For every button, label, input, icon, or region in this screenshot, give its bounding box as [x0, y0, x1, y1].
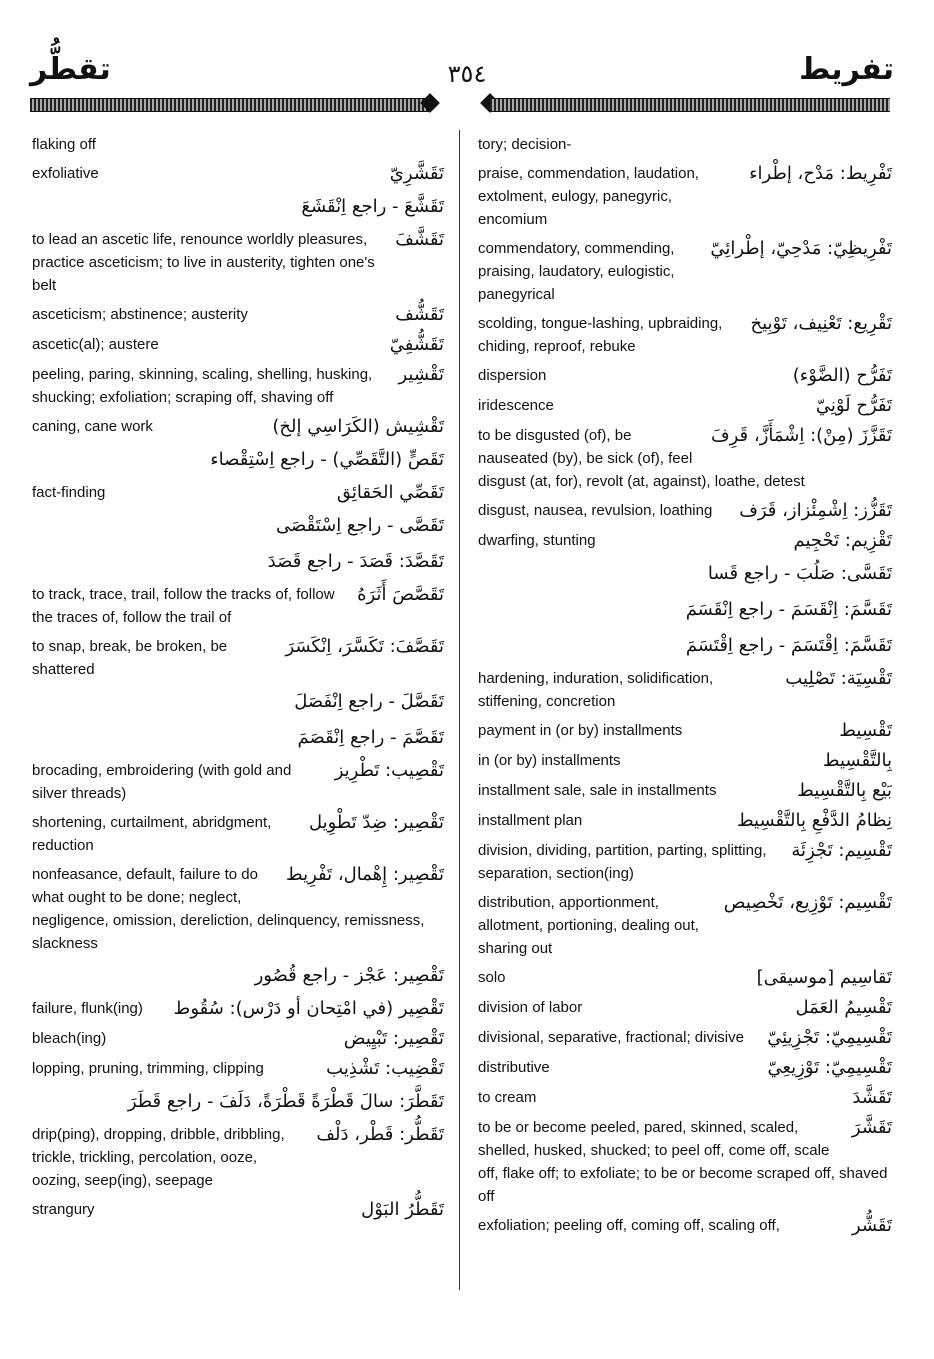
dictionary-entry	[478, 1211, 892, 1241]
dictionary-entry	[478, 159, 892, 234]
running-headword-right: تفريط	[799, 52, 894, 87]
arabic-headword: تَقْضِيب: تَشْذِيب	[326, 1058, 444, 1079]
arabic-headword: تَقَصَّدَ: قَصَدَ - راجع قَصَدَ	[267, 551, 444, 572]
dictionary-entry	[32, 580, 444, 632]
arabic-headword: تَفَرُّح لَوْنِيّ	[815, 395, 892, 416]
arabic-headword: تَقْصِير (في امْتِحان أو دَرْس): سُقُوط	[173, 998, 444, 1019]
dictionary-entry	[478, 836, 892, 888]
arabic-headword: تَقْسِيَة: تَصْلِيب	[785, 668, 892, 689]
english-definition: drip(ping), dropping, dribble, dribbling, trickle, trickling, percolation, ooze, oozing, seep(ing), seepage	[32, 1126, 285, 1189]
dictionary-entry	[32, 1054, 444, 1084]
english-definition: scolding, tongue-lashing, upbraiding, chiding, reproof, rebuke	[478, 315, 723, 355]
dictionary-entry	[32, 130, 444, 159]
english-definition: payment in (or by) installments	[478, 722, 683, 739]
english-definition: distribution, apportionment, allotment, portioning, dealing out, sharing out	[478, 894, 699, 957]
arabic-headword: تَقَسَّى: صَلُبَ - راجع قَسا	[707, 563, 892, 584]
page-number: ٣٥٤	[447, 60, 487, 88]
dictionary-entry	[478, 664, 892, 716]
cross-reference-entry	[32, 720, 444, 756]
dictionary-entry	[478, 526, 892, 556]
dictionary-entry	[32, 330, 444, 360]
english-definition: peeling, paring, skinning, scaling, shelling, husking, shucking; exfoliation; scraping off, shaving off	[32, 366, 373, 406]
english-definition: to be disgusted (of), be nauseated (by), be sick (of), feel disgust (at, for), revolt (at, against), loathe, detest	[478, 427, 805, 490]
dictionary-entry	[32, 1195, 444, 1225]
arabic-headword: نِظامُ الدَّفْعِ بِالتَّقْسِيط	[736, 810, 892, 831]
arabic-headword: تَقَصَّصَ أَثَرَهُ	[357, 584, 444, 605]
dictionary-entry	[478, 391, 892, 421]
arabic-headword: تَقْصِير: تَبْيِيض	[343, 1028, 444, 1049]
english-definition: flaking off	[32, 136, 96, 153]
arabic-headword: تَقْرِيع: تَعْنِيف، تَوْبِيخ	[750, 313, 892, 334]
dictionary-entry	[478, 746, 892, 776]
arabic-headword: تَقْسِيمِيّ: تَوْزِيعِيّ	[767, 1057, 892, 1078]
english-definition: failure, flunk(ing)	[32, 1000, 143, 1017]
cross-reference-entry	[478, 592, 892, 628]
arabic-headword: تَقَطَّرَ: سالَ قَطْرَةً قَطْرَةً، دَلَفَ - راجع قَطَرَ	[127, 1091, 444, 1112]
arabic-headword: تَقْشِير	[398, 364, 444, 385]
english-definition: exfoliation; peeling off, coming off, scaling off,	[478, 1217, 780, 1234]
arabic-headword: تَقَسَّمَ: اِقْتَسَمَ - راجع اِقْتَسَمَ	[685, 635, 892, 656]
dictionary-entry	[478, 716, 892, 746]
arabic-headword: تَقَشُّف	[395, 304, 444, 325]
dictionary-entry	[478, 309, 892, 361]
english-definition: caning, cane work	[32, 418, 153, 435]
arabic-headword: تَقْسِيط	[839, 720, 892, 741]
arabic-headword: تَقْسِيم: تَوْزِيع، تَخْصِيص	[723, 892, 892, 913]
english-definition: to be or become peeled, pared, skinned, scaled, shelled, husked, shucked; to peel off, come off, scale off, flake off; to exfoliate; to be or become scraped off, shaved off	[478, 1119, 888, 1205]
arabic-headword: تَقْسِيمِيّ: تَجْزِيئِيّ	[767, 1027, 892, 1048]
arabic-headword: تَقَطُّرُ البَوْل	[361, 1199, 444, 1220]
header-rule-left	[30, 98, 430, 112]
arabic-headword: تَقَشَّدَ	[852, 1087, 892, 1108]
english-definition: to cream	[478, 1089, 537, 1106]
arabic-headword: تَقَشَّرِيّ	[389, 163, 444, 184]
arabic-headword: تَقَصٍّ (التَّقَصِّي) - راجع اِسْتِقْصاء	[210, 449, 444, 470]
arabic-headword: تَقَسَّمَ: اِنْقَسَمَ - راجع اِنْقَسَمَ	[685, 599, 892, 620]
arabic-headword: تَقْسِيمُ العَمَل	[795, 997, 892, 1018]
cross-reference-entry	[32, 958, 444, 994]
dictionary-entry	[478, 806, 892, 836]
cross-reference-entry	[478, 556, 892, 592]
arabic-headword: تَقْصِير: عَجْز - راجع قُصُور	[254, 965, 444, 986]
dictionary-entry	[32, 412, 444, 442]
arabic-headword: تَقَصِّي الحَقائِق	[336, 482, 444, 503]
english-definition: dwarfing, stunting	[478, 532, 596, 549]
dictionary-entry	[478, 130, 892, 159]
cross-reference-entry	[32, 508, 444, 544]
english-definition: to lead an ascetic life, renounce worldly pleasures, practice asceticism; to live in austerity, tighten one's belt	[32, 231, 375, 294]
english-definition: solo	[478, 969, 506, 986]
arabic-headword: تَقَشُّر	[851, 1215, 892, 1236]
english-definition: shortening, curtailment, abridgment, reduction	[32, 814, 272, 854]
arabic-headword: تَقَشُّفِيّ	[389, 334, 444, 355]
english-definition: praise, commendation, laudation, extolment, eulogy, panegyric, encomium	[478, 165, 699, 228]
header-rule-right	[490, 98, 890, 112]
dictionary-entry	[478, 496, 892, 526]
english-definition: division of labor	[478, 999, 583, 1016]
english-definition: divisional, separative, fractional; divisive	[478, 1029, 744, 1046]
english-definition: nonfeasance, default, failure to do what ought to be done; neglect, negligence, omission, dereliction, delinquency, remissness, slackness	[32, 866, 425, 952]
arabic-headword: تَقْزِيم: تَحْجِيم	[793, 530, 892, 551]
arabic-headword: تَقَصَّمَ - راجع اِنْقَصَمَ	[297, 727, 444, 748]
dictionary-entry	[32, 159, 444, 189]
arabic-headword: بَيْع بِالتَّقْسِيط	[797, 780, 892, 801]
english-definition: lopping, pruning, trimming, clipping	[32, 1060, 264, 1077]
english-definition: exfoliative	[32, 165, 99, 182]
dictionary-entry	[32, 1024, 444, 1054]
arabic-headword: بِالتَّقْسِيط	[822, 750, 892, 771]
cross-reference-entry	[32, 1084, 444, 1120]
arabic-headword: تَقْصِير: إِهْمال، تَفْرِيط	[285, 864, 444, 885]
running-headword-left: تقطُّر	[30, 52, 111, 87]
dictionary-entry	[32, 860, 444, 958]
english-definition: dispersion	[478, 367, 547, 384]
dictionary-entry	[478, 993, 892, 1023]
column-divider	[459, 130, 460, 1290]
english-definition: fact-finding	[32, 484, 106, 501]
dictionary-entry	[32, 225, 444, 300]
dictionary-entry	[478, 888, 892, 963]
arabic-headword: تَقَصَّفَ: تَكَسَّرَ، اِنْكَسَرَ	[285, 636, 444, 657]
cross-reference-entry	[32, 442, 444, 478]
dictionary-entry	[478, 1113, 892, 1211]
english-definition: bleach(ing)	[32, 1030, 107, 1047]
dictionary-entry	[478, 234, 892, 309]
arabic-headword: تَفْرِيط: مَدْح، إطْراء	[749, 163, 892, 184]
dictionary-entry	[32, 478, 444, 508]
english-definition: to snap, break, be broken, be shattered	[32, 638, 228, 678]
english-definition: strangury	[32, 1201, 95, 1218]
dictionary-entry	[32, 632, 444, 684]
arabic-headword: تَقَصَّى - راجع اِسْتَقْصَى	[275, 515, 444, 536]
cross-reference-entry	[32, 684, 444, 720]
arabic-headword: تَقَزَّزَ (مِنْ): اِشْمَأَزَّ، قَرِفَ	[710, 425, 892, 446]
arabic-headword: تَقَشَّرَ	[851, 1117, 892, 1138]
dictionary-entry	[478, 421, 892, 496]
english-definition: iridescence	[478, 397, 554, 414]
page-header	[0, 0, 934, 130]
english-definition: in (or by) installments	[478, 752, 621, 769]
english-definition: tory; decision-	[478, 136, 572, 153]
english-definition: hardening, induration, solidification, stiffening, concretion	[478, 670, 714, 710]
dictionary-entry	[32, 1120, 444, 1195]
english-definition: brocading, embroidering (with gold and silver threads)	[32, 762, 292, 802]
arabic-headword: تَقَزُّز: اِشْمِئْزاز، قَرَف	[739, 500, 892, 521]
dictionary-entry	[478, 963, 892, 993]
arabic-headword: تَقَشَّعَ - راجع اِنْقَشَعَ	[301, 196, 444, 217]
dictionary-entry	[32, 300, 444, 330]
english-definition: ascetic(al); austere	[32, 336, 159, 353]
english-definition: division, dividing, partition, parting, splitting, separation, section(ing)	[478, 842, 767, 882]
arabic-headword: تَقْسِيم: تَجْزِئَة	[791, 840, 892, 861]
dictionary-entry	[32, 994, 444, 1024]
dictionary-entry	[32, 808, 444, 860]
cross-reference-entry	[32, 189, 444, 225]
dictionary-entry	[478, 1053, 892, 1083]
english-definition: disgust, nausea, revulsion, loathing	[478, 502, 713, 519]
arabic-headword: تَقَطُّر: قَطْر، دَلْف	[316, 1124, 444, 1145]
dictionary-entry	[478, 776, 892, 806]
cross-reference-entry	[32, 544, 444, 580]
arabic-headword: تَفَرُّح (الضَّوْء)	[792, 365, 892, 386]
arabic-headword: تَقْصِيب: تَطْرِيز	[334, 760, 444, 781]
english-definition: commendatory, commending, praising, laudatory, eulogistic, panegyrical	[478, 240, 675, 303]
cross-reference-entry	[478, 628, 892, 664]
english-definition: installment plan	[478, 812, 583, 829]
dictionary-entry	[32, 360, 444, 412]
arabic-headword: تَقاسِيم [موسيقى]	[756, 967, 892, 988]
arabic-headword: تَقَصَّلَ - راجع اِنْفَصَلَ	[294, 691, 444, 712]
arabic-headword: تَقْشِيش (الكَرَاسِي إلخ)	[272, 416, 444, 437]
english-definition: asceticism; abstinence; austerity	[32, 306, 248, 323]
english-definition: distributive	[478, 1059, 550, 1076]
arabic-headword: تَقَشَّفَ	[395, 229, 444, 250]
left-column	[32, 130, 444, 1225]
arabic-headword: تَقْصِير: ضِدّ تَطْوِيل	[308, 812, 444, 833]
dictionary-entry	[478, 361, 892, 391]
dictionary-entry	[32, 756, 444, 808]
arabic-headword: تَفْرِيظِيّ: مَدْحِيّ، إطْرائِيّ	[710, 238, 892, 259]
english-definition: installment sale, sale in installments	[478, 782, 717, 799]
dictionary-entry	[478, 1083, 892, 1113]
english-definition: to track, trace, trail, follow the tracks of, follow the traces of, follow the trail of	[32, 586, 335, 626]
right-column	[478, 130, 892, 1241]
dictionary-entry	[478, 1023, 892, 1053]
